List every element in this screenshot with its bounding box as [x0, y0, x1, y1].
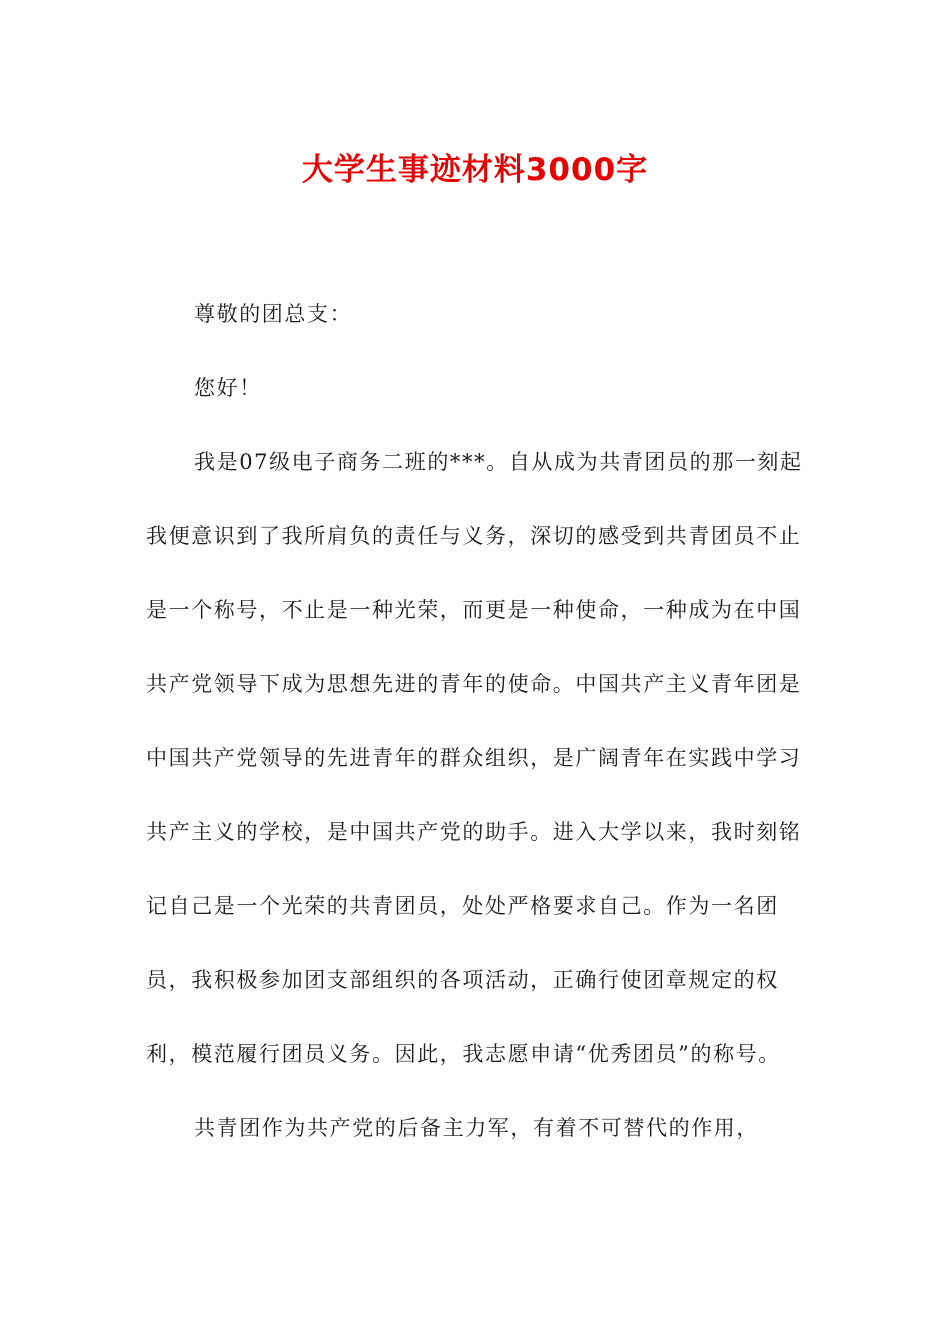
document-body: [146, 277, 806, 1165]
document-title: 大学生事迹材料3000字: [301, 152, 649, 188]
paragraph-2: 共青团作为共产党的后备主力军，有着不可替代的作用，: [194, 1116, 759, 1140]
greeting: 您好！: [194, 376, 262, 400]
paragraph-1: 我是07级电子商务二班的***。自从成为共青团员的那一刻起我便意识到了我所肩负的责任与义务，深切的感受到共青团员不止是一个称号，不止是一种光荣，而更是一种使命，一种成为在中国共产党领导下成为思想先进的青年的使命。中国共产主义青年团是中国共产党领导的先进青年的群众组织，是广阔青年在实践中学习共产主义的学校，是中国共产党的助手。进入大学以来，我时刻铭记自己是一个光荣的共青团员，处处严格要求自己。作为一名团员，我积极参加团支部组织的各项活动，正确行使团章规定的权利，模范履行团员义务。因此，我志愿申请“优秀团员”的称号。: [146, 450, 803, 1066]
salutation: 尊敬的团总支：: [194, 302, 353, 326]
